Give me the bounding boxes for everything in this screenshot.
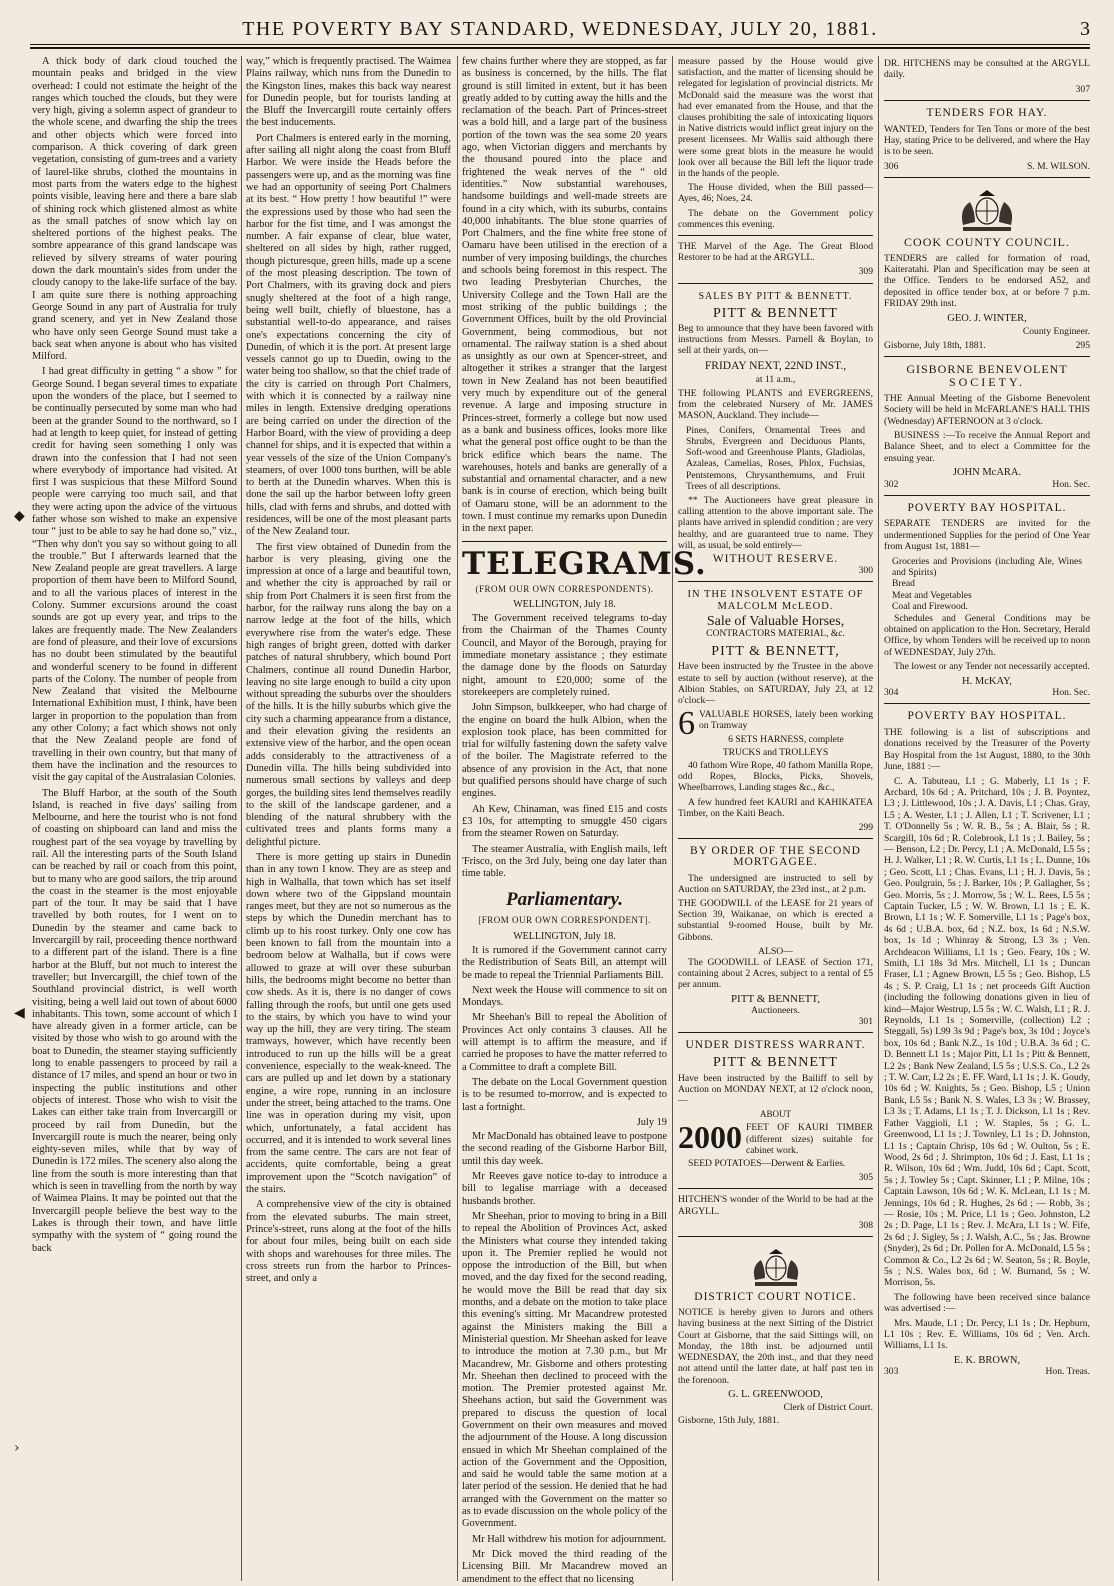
ad-number: 301 <box>858 1016 873 1028</box>
column-1 <box>32 56 237 1581</box>
notice-date: Gisborne, 15th July, 1881. <box>678 1415 780 1427</box>
ad-text: THE following is a list of subscriptions and donations received by the Treasurer of the Poverty Bay Hospital from the 1st August, 1880, to the 30th June, 1881 :— <box>884 726 1090 773</box>
auctioneer-name: PITT & BENNETT, <box>711 644 840 660</box>
ad-text: THE following PLANTS and EVERGREENS, from the celebrated Nursery of Mr. JAMES MASON, Auckland. They include— <box>678 388 873 422</box>
parliamentary-dateline-2: July 19 <box>636 1116 667 1128</box>
ad-text: NOTICE is hereby given to Jurors and others having business at the next Sitting of the District Court at Gisborne, that the said Sittings will, on Monday, the 18th inst. be adjourned until WEDNESDAY, the 20th inst., and that they need not attend until the latter date, at half past ten in the forenoon. <box>678 1307 873 1386</box>
secretary-name: H. McKAY, <box>962 675 1012 687</box>
ad-text: The undersigned are instructed to sell by Auction on SATURDAY, the 23rd inst., at 2 p.m. <box>678 872 873 895</box>
ad-title: POVERTY BAY HOSPITAL. <box>907 710 1067 723</box>
ad-note: ** The Auctioneers have great pleasure in calling attention to the above important sale. The plants have arrived in splendid condition ; are very healthy, and are guaranteed true to name. They will, as usual, be sold entirely— <box>678 494 874 551</box>
subscription-list: C. A. Tabuteau, L1 ; G. Maberly, L1 1s ; F. Arcbard, 10s 6d ; A. Pritchard, 10s ; J. B. Poyntez, L3 ; J. Littlewood, 10s ; J. A. Davis, L1 ; Chas. Gray, L5 ; A. Wester, L1 ; J. Allen, L1 ; T. Scrivener, L1 ; T. O'Donnelly 5s ; W. R. B., 5s ; A. Blair, 5s ; R. Scargill, 10s 6d ; R. Colebrook, L1 1s ; J. Bailey, 5s ; — Benson, L2 ; Dr. Percy, L1 ; A. McDonald, L5 5s ; H. J. Walker, L1 ; R. W. Curtis, L1 1s ; L. Dunne, 10s ; Geo. Scott, L1 ; Chas. Evans, L1 ; H. J. Davis, 5s ; Geo. Poulgrain, 5s ; J. Barker, 10s ; P. Gallagher, 5s ; Geo. Morris, 5s ; J. Morrow, 5s ; W. L. Rees, L5 5s ; Captain Tucker, L5 ; W. W. Brown, L1 1s ; E. K. Brown, L1 1s ; W. F. Somerville, L1 1s ; Page's box, 4s 6d ; U.B.A. box, 6d ; N.Z. box, 1s 6d ; N.S.W. box, 1s 1d ; Whinray & Strong, L3 3s ; Ven. Archdeacon Williams, L1 1s ; Geo. Feary, 10s ; W. Smith, L1 18s 3d Mrs. Mitchell, L1 1s ; Duncan Fraser, L1 ; Agnew Brown, L5 5s ; Geo. Bishop, L5 4s ; S. P. Craig, L1 1s ; net proceeds Gift Auction (including the following donations given in lieu of kind—Major Westrup, L5 5s ; W. C. Walsh, L1 ; R. J. Reynolds, L1 1s ; Somerville, (collection) L2 ; Steggall, 5s) L99 3s 9d ; Page's box, 3s 10d ; Joyce's box, 10s 6d ; Bank N.Z., 1s 10d ; U.B.A. 3s 6d ; C. D. Bennett L1 1s ; Major Pitt, L1 1s ; Pitt & Bennett, L2 2s ; Bank New Zealand, L5 5s ; U.S.S. Co., L2 2s ; T. W. Carr, L2 2s ; E. FF. Ward, L1 1s ; J. K. Goudy, 10s 6d ; W. Knights, 5s ; Geo. Bishop, L5 ; Union Bank, L5 5s ; Bank N. S. Wales, L3 3s ; W. Brassey, L3 3s ; T. Adams, L1 1s ; T. J. Dickson, L1 1s ; Rev. Father Vaggioli, L1 ; W. Staples, 5s ; G. L. Greenwood, L1 1s ; J. Townley, L1 1s ; D. Johnston, L1 1s ; Captain Chrisp, 10s 6d ; W. Oulton, 5s ; E. Wood, 2s 6d ; J. Shrimpton, 10s 6d ; J. East, L1 1s ; R. Wilson, 10s 6d ; Wm. Judd, 10s 6d ; Capt. Scott, 5s ; J. Towley 5s ; Capt. Skinner, L1 ; P. Milne, 10s ; Captain Lawson, 10s 6d ; W. K. McLean, L1 1s ; M. Jennings, 10s 6d ; R. Hughes, 2s 6d ; — Robb, 3s ; — Rosie, 10s ; M. Price, L1 1s ; Geo. Johnston, L2 2s ; D. Page, L1 1s ; Rev. J. McAra, L1 1s ; W. Fife, 2s 6d ; J. Sigley, 5s ; J. Walsh, A.C., 5s ; Jas. Browne (Snyder), 2s 6d ; Dr. Pollen for A. McDonald, L5 5s ; Common & Co., L2 2s 6d ; W. Seaton, 5s ; R. Boyle, 5s ; N.S. Wales box, 6d ; W. Burnand, 5s ; W. Morrison, 5s. <box>884 775 1090 1289</box>
telegrams-heading: TELEGRAMS. <box>462 545 707 582</box>
ad-number: 307 <box>1075 83 1090 95</box>
auctioneer-name: PITT & BENNETT, <box>730 992 821 1005</box>
ad-header: SALES BY PITT & BENNETT. <box>698 290 853 302</box>
section-rule <box>462 541 667 542</box>
ad-number: 299 <box>858 821 873 833</box>
parliamentary-item: Mr Sheehan's Bill to repeal the Abolition of Provinces Act only contains 3 clauses. All he will attempt is to affirm the measure, and if carried he proposes to have the matter referred to a Committee to draft a complete Bill. <box>462 1012 667 1073</box>
parliamentary-item: Mr MacDonald has obtained leave to postpone the second reading of the Gisborne Harbor Bill, until this day week. <box>462 1131 667 1167</box>
ad-title: UNDER DISTRESS WARRANT. <box>685 1039 866 1052</box>
horse-count: 6 <box>678 705 695 743</box>
supply-item: Coal and Firewood. <box>892 601 968 613</box>
ad-title: DISTRICT COURT NOTICE. <box>694 1291 857 1304</box>
column-divider <box>672 56 673 1581</box>
ad-mortgagee <box>678 838 873 1027</box>
without-reserve: WITHOUT RESERVE. <box>712 552 839 565</box>
column-4 <box>678 56 873 1581</box>
harness-line: 6 SETS HARNESS, complete <box>728 733 844 745</box>
ad-number: 309 <box>858 266 873 278</box>
article-paragraph: way,” which is frequently practised. The Waimea Plains railway, which runs from the Dunedin to the Kingston lines, makes this back way nearest for Dunedin people, but for tourists landing at the Bluff the Invercargill route certainly offers the best inducements. <box>246 56 451 129</box>
column-divider <box>457 56 458 1581</box>
column-divider <box>241 56 242 1581</box>
potatoes-line: SEED POTATOES—Derwent & Earlies. <box>688 1158 846 1170</box>
ad-text: Have been instructed by the Trustee in the above estate to sell by auction (without reserve), at the Albion Stables, on SATURDAY, July 23, at 12 o'clock— <box>678 661 873 706</box>
auctioneer-name: PITT & BENNETT <box>713 305 838 321</box>
ad-text: The following have been received since balance was advertised :— <box>884 1291 1090 1315</box>
engineer-name: GEO. J. WINTER, <box>947 312 1027 324</box>
masthead-rule-thick <box>30 47 1090 49</box>
treasurer-name: E. K. BROWN, <box>953 1354 1021 1366</box>
margin-mark: › <box>14 1440 20 1456</box>
ad-number: 304 <box>884 687 899 699</box>
parliamentary-item: Mr Dick moved the third reading of the Licensing Bill. Mr Macandrew moved an amendment to the effect that no licensing <box>462 1548 667 1585</box>
ad-text: SEPARATE TENDERS are invited for the undermentioned Supplies for the period of One Year from August 1st, 1881— <box>884 518 1090 553</box>
parliamentary-heading: Parliamentary. <box>506 889 623 911</box>
column-3 <box>462 56 707 1585</box>
ad-number: 306 <box>884 160 899 172</box>
ad-title: TENDERS FOR HAY. <box>926 107 1048 120</box>
telegram-item: John Simpson, bulkkeeper, who had charge of the engine on board the hulk Albion, when the explosion took place, has been committed for trial for wilfully fastening down the safety valve of the boiler. The Magistrate referred to the absence of any provision in the Act, that none but qualified persons should have charge of such engines. <box>462 702 667 800</box>
ad-district-court <box>678 1236 873 1426</box>
ad-business: BUSINESS :—To receive the Annual Report and Balance Sheet, and to elect a Committee for the ensuing year. <box>884 429 1090 464</box>
ad-title: POVERTY BAY HOSPITAL. <box>907 501 1067 514</box>
column-divider <box>878 56 879 1581</box>
ad-benevolent-society <box>884 356 1090 490</box>
ad-text: Schedules and General Conditions may be obtained on application to the Hon. Secretary, Herald Office, by whom Tenders will be received up to noon of WEDNESDAY, July 27th. <box>884 612 1090 658</box>
about-label: ABOUT <box>760 1109 791 1120</box>
treasurer-role: Hon. Treas. <box>1045 1366 1090 1378</box>
ad-tenders-hay <box>884 100 1090 172</box>
article-paragraph: The debate on the Government policy commences this evening. <box>678 207 873 230</box>
ad-sale-title: Sale of Valuable Horses, <box>706 613 845 629</box>
ad-number: 303 <box>884 1366 899 1378</box>
ad-title-2: SOCIETY. <box>948 375 1026 390</box>
article-paragraph: The first view obtained of Dunedin from the harbor is very pleasing, giving one the impression at once of a large and beautiful town, and whether the city is approached by rail or ship from Port Chalmers it is seen first from the harbor, for the railway runs along the bay on a narrow ledge at the foot of the hills, which everywhere rise from the water's edge. These high ranges of bright green, dotted with darker patches of natural shrubbery, which bound Port Chalmers, continue all round Dunedin Harbor, leaving no site large enough to build a city upon without spreading the suburbs over the shoulders of the hills. It is the hilly suburbs which give the city such a charming appearance from a distance, and their elevation giving the residents an extensive view of the harbor, and the open ocean adds considerably to the attractiveness of a Dunedin villa. The hills being subdivided into numerous small sections by valleys and deep gorges, the building sites lend themselves readily to the skill of the landscape gardener, and a blending of the natural shrubbery with the cultivated trees and plants forms many a delightful picture. <box>246 541 451 848</box>
ad-text: Beg to announce that they have been favored with instructions from Messrs. Parnell & Boylan, to sell at their yards, on— <box>678 323 873 357</box>
article-paragraph: The House divided, when the Bill passed—Ayes, 46; Noes, 24. <box>678 182 873 205</box>
ad-title: GISBORNE BENEVOLENT <box>906 361 1068 376</box>
margin-mark: ◀ <box>14 1005 25 1021</box>
telegram-item: The steamer Australia, with English mails, left 'Frisco, on the 3rd July, being one day later than time table. <box>462 843 667 880</box>
secretary-role: Hon. Sec. <box>1052 687 1090 699</box>
telegrams-source: (FROM OUR OWN CORRESPONDENTS). <box>475 583 654 594</box>
ad-distress-warrant <box>678 1032 873 1183</box>
supply-item: Groceries and Provisions (including Ale, Wines and Spirits) <box>892 555 1082 578</box>
ad-hitchen <box>678 1188 873 1231</box>
column-5 <box>884 56 1090 1581</box>
column-2 <box>246 56 451 1581</box>
page-number: 3 <box>1080 18 1090 40</box>
ad-text: THE Marvel of the Age. The Great Blood Restorer to be had at the ARGYLL. <box>678 241 873 264</box>
ad-text: HITCHEN'S wonder of the World to be had at the ARGYLL. <box>678 1194 873 1217</box>
masthead-rule <box>30 44 1090 45</box>
article-paragraph: The Bluff Harbor, at the south of the South Island, is reached in five days' sailing from Melbourne, and here the tourist who is not fond of coasting on shipboard can land and miss the roughest part of the sea voyage by travelling by rail. All the interesting parts of the South Island can be reached by rail or coach from this point, but to many who are good sailors, the trip around the coast in the steamer is the most enjoyable part of the tour. It may be said that I have travelled by both routes, for I went on to Dunedin by the steamer and came back to Invercargill by rail, proceeding thence northward to a different part of the island. There is a fine harbor at the Bluff, but not much to interest the traveller; but Invercargill, the chief town of the Southland provincial district, is well worth visiting, being a well laid out town of about 6000 inhabitants. This town, some account of which I have already given in a former article, can be visited by those who wish to go around with the boat to Dunedin, the steamer staying sufficiently long to enable passengers to proceed by rail a distance of 17 miles, and spend an hour or two in inspecting the public institutions and other objects of interest. Those who wish to visit the Lakes can either take train from Invercargill or proceed by rail from Dunedin, but the Invercargill route is much the nearer, being only eighty-seven miles, while that by way of Dunedin is 172 miles. The scenery also along the line from the south is more interesting than that which is seen in travelling from the north by way of Waimea Plains. It may be pointed out that the Invercargill people believe the best way to the Lakes is through their town, and have little sympathy with the system of “ going round the back <box>32 787 237 1254</box>
subscription-list-2: Mrs. Maude, L1 ; Dr. Percy, L1 1s ; Dr. Hepburn, L1 10s ; Rev. E. Williams, 10s 6d ; Ven. Arch. Williams, L1 1s. <box>884 1317 1090 1352</box>
ad-title: IN THE INSOLVENT ESTATE OF MALCOLM McLEOD. <box>687 589 864 612</box>
masthead-title: THE POVERTY BAY STANDARD, WEDNESDAY, JULY 20, 1881. <box>242 18 878 40</box>
horses-line: VALUABLE HORSES, lately been working on Tramway <box>699 709 873 732</box>
margin-mark: ◆ <box>14 508 25 524</box>
telegrams-dateline: WELLINGTON, July 18. <box>513 598 616 610</box>
trucks-line: TRUCKS and TROLLEYS <box>722 746 829 758</box>
ad-number: 308 <box>858 1219 873 1231</box>
auctioneer-name: PITT & BENNETT <box>713 1055 838 1071</box>
parliamentary-item: It is rumored if the Government cannot carry the Redistribution of Seats Bill, an attempt will be made to repeal the Triennial Parliaments Bill. <box>462 945 667 981</box>
ad-sale-sub: CONTRACTORS MATERIAL, &c. <box>706 628 845 639</box>
parliamentary-dateline: WELLINGTON, July 18. <box>513 930 616 942</box>
ad-insolvent-estate <box>678 581 873 833</box>
ad-text: DR. HITCHENS may be consulted at the ARGYLL daily. <box>884 58 1090 81</box>
telegram-item: Ah Kew, Chinaman, was fined £15 and costs £3 10s, for attempting to smuggle 450 cigars from the steamer Rowen on Saturday. <box>462 803 667 840</box>
secretary-role: Hon. Sec. <box>1052 478 1090 490</box>
ad-text: THE Annual Meeting of the Gisborne Benevolent Society will be held in McFARLANE'S HALL THIS (Wednesday) AFTERNOON at 3 o'clock. <box>884 392 1090 427</box>
parliamentary-item: The debate on the Local Government question is to be resumed to-morrow, and is expected to last a fortnight. <box>462 1076 667 1113</box>
timber-quantity: 2000 <box>678 1119 742 1156</box>
ad-hospital-subscriptions <box>884 703 1090 1377</box>
parliamentary-item: Mr Sheehan, prior to moving to bring in a Bill to repeal the Abolition of Provinces Act, asked the Ministers what course they intended taking upon it. The Premier replied he would not oppose the introduction of the Bill, but when moved, and the day fixed for the second reading, he would move the Bill be read that day six months, and a debate on the motion to take place this evening's sitting. Mr Macandrew protested against the Ministers making the Bill a Ministerial question. Mr Sheehan asked for leave to introduce the motion at 7.30 p.m., but Mr Macandrew, Mr. Gisborne and others protesting Mr. Sheehan then declined to proceed with the motion. The Premier protested against Mr. Sheehans action, but said the Government was prepared to discuss the question of local Government on their own measures and moved the adjournment of the House. A long discussion ensued in which Mr Sheehan complained of the action of the Government and the Opposition, and said he would table the same motion at a later period of the session. He denied that he had arranged with the Government on the matter so as to evade discussion on the whole policy of the Government. <box>462 1210 667 1530</box>
clerk-name: G. L. GREENWOOD, <box>728 1388 823 1400</box>
supply-item: Bread <box>892 578 915 590</box>
parliamentary-item: Mr Hall withdrew his motion for adjournment. <box>472 1533 667 1545</box>
ad-cook-county <box>884 177 1090 351</box>
article-paragraph: measure passed by the House would give satisfaction, and the matter of licensing should be relegated for legislation of provincial districts. Mr McDonald said the measure was the worst that had ever emanated from the House, and that the clauses prohibiting the sale of intoxicating liquors in Native districts would inflict great injury on the present licensees. Mr Wallis said although there were some great blots in the measure he would look over all because the Bill left the liquor trade in the hands of the people. <box>678 56 873 180</box>
lease-2: The GOODWILL of LEASE of Section 171, containing about 2 Acres, subject to a rental of £5 per annum. <box>678 957 873 991</box>
article-paragraph: Port Chalmers is entered early in the morning, after sailing all night along the coast from Bluff Harbor. We were inside the Heads before the passengers were up, and as the morning was fine we had an opportunity of seeing Port Chalmers at its best. “ How pretty ! how beautiful !” were the expressions used by those who had seen the harbor for the fist time, and I was amongst the number. A fair expanse of clear, blue water, sheltered on all sides by high, rather rugged, though picturesque, green hills, made up a scene of the most pleasing description. The town of Port Chalmers, with its graving dock and piers snugly sheltered at the foot of a high range, being well built, chiefly of bluestone, has a substantial well-to-do appearance, and raises one's expectations concerning the city of Dunedin, of which it is the port. At present large vessels cannot go up to Duedin, owing to the water being too shallow, so that the chief trade of the city is carried on through Port Chalmers, with which it is connected by a railway nine miles in length. Extensive dredging operations are being carried on under the direction of the Harbor Board, with the view of providing a deep channel for ships, and it is expected that within a year vessels of the size of the Union Company's steamers, of over 1000 tons burthen, will be able to berth at the Dunedin wharves. When this is done the sail up the harbor between lofty green hills, clad with ferns and shrubs, and dotted with residences, will be one of the most pleasant parts of the New Zealand tour. <box>246 132 451 538</box>
rope-line: 40 fathom Wire Rope, 40 fathom Manilla Rope, odd Ropes, Blocks, Picks, Shovels, Wheelbarrows, Landing stages &c., &c., <box>678 759 873 794</box>
ad-marvel <box>678 235 873 278</box>
parliamentary-item: Mr Reeves gave notice to-day to introduce a bill to legalise marriage with a deceased husbands brother. <box>462 1171 667 1207</box>
lease-1: THE GOODWILL of the LEASE for 21 years of Section 39, Waikanae, on which is erected a substantial 9-roomed House, built by Mr. Gibbons. <box>678 898 873 943</box>
royal-crest-icon <box>954 187 1020 233</box>
royal-crest-icon <box>747 1246 805 1288</box>
ad-title: COOK COUNTY COUNCIL. <box>904 235 1070 250</box>
sale-time: at 11 a.m., <box>755 373 796 385</box>
article-paragraph: A thick body of dark cloud touched the mountain peaks and bridged in the view overhead: I could not estimate the height of the ranges which touched the clouds, but they were very high, giving a solemn aspect of grandeur to the whole scene, and dwarfing the ship the trees and other objects which were forced into comparison. A thick covering of dark green vegetation, consisting of gum-trees and a variety of laurel-like shrubs, clothed the mountains in most parts from the waters edge to the highest points visible, leaving here and there a bare slab of shining rock which glistened almost as white as the small patches of snow which lay on sheltered portions of the highest peaks. The sombre appearance of this grand landscape was relieved by silvery streams of water pouring down the dark mountain's sides from under the cloudy canopy to the lake-life surface of the bay. I am quite sure there is nothing approaching George Sound in any part of Australia for truly grand scenery, and yet in New Zealand those who have only seen George Sound must take a back seat when anyone is about who has visited Milford. <box>32 56 237 363</box>
engineer-role: County Engineer. <box>1022 326 1090 338</box>
masthead <box>30 18 1090 42</box>
secretary-name: JOHN McARA. <box>952 467 1022 479</box>
article-paragraph: There is more getting up stairs in Dunedin than in any town I know. They are as steep and high in Walhalla, that town which has set itself down where two of the Gippsland mountain ranges meet, but they are not so numerous as the steps by which the Dunedin merchant has to climb up to his roost turkey. Only one cow has been known to fall from the mountain into a bedroom below at Walhalla, but if cows were allowed to graze at will over these suburban hills, the bedrooms might become no better than cow sheds. As it is, there is no danger of cows falling through the roofs, but until one gets used to the stairs, by which you have to wind your way up the hill, they are very tiring. The steam tramways, however, which have recently been introduced to run up the hills will be a great convenience, especially to the weak-kneed. The cars are pulled up and let down by a stationary engine, a wire rope, running in an inclosure under the street, being attached to the trams. One line was in operation during my visit, upon which, unfortunately, a fatal accident has occurred, and it is intended to work several lines from the same centre. The cars are not fear of accidents, quite comfortable, being a great improvement upon the “Scotch navigation” of the stairs. <box>246 852 451 1196</box>
ad-title: BY ORDER OF THE SECOND MORTGAGEE. <box>690 845 861 869</box>
clerk-role: Clerk of District Court. <box>783 1401 873 1413</box>
ad-signatory: S. M. WILSON. <box>1027 160 1090 172</box>
telegram-item: The Government received telegrams to-day from the Chairman of the Thames County Council, and Mayor of the Borough, praying for immediate monetary assistance ; they estimate the damage done by the floods on Saturday night, amount to £20,000; some of the storekeepers are completely ruined. <box>462 613 667 698</box>
auctioneer-role: Auctioneers. <box>751 1004 800 1016</box>
article-paragraph: few chains further where they are stopped, as far as business is concerned, by the hills. The flat ground is still limited in extent, but it has been greatly added to by cutting away the hills and the reclamation of the beach. Part of Princes-street was a bold hill, and a large part of the business portion of the town was the sea some 20 years ago, when Victorian diggers and merchants by the thousand poured into the place and frightened the weak nerves of the “ old identities.” Now substantial warehouses, handsome buildings and well-made streets are found in a city which, with its suburbs, contains 40,000 inhabitants. The blue stone quarries of Port Chalmers, and the fine white free stone of Oamaru have been utilised in the erection of a number of very imposing buildings, the churches and schools being foremost in this respect. The two leading Presbyterian Churches, the University College and the Town Hall are the most striking of the public buildings ; the Government Offices, built by the old Provincial Government, being commodious, but not ornamental. The railway station is a shed about as unsightly as our own at Spencer-street, and altogether it strikes a stranger that the largest town in New Zealand has not been beautified very much by expenditure out of the general revenue. A large and imposing structure in Princes-street, formerly a college but now used as a bank and business offices, looks more like what the general post office ought to be than the brick edifice which bears the name. The warehouses, hotels and banks are generally of a substantial and ornamental character, and a new bank is in course of erection, which being built of Oamaru stone, will be an adornment to the town. I must continue my remarks upon Dunedin in the next paper. <box>462 56 667 535</box>
ad-text: The lowest or any Tender not necessarily accepted. <box>894 661 1090 673</box>
supply-item: Meat and Vegetables <box>892 589 972 601</box>
ad-pitt-bennett-plants <box>678 283 873 577</box>
ad-dr-hitchens <box>884 58 1090 95</box>
timber-line: FEET OF KAURI TIMBER (different sizes) suitable for cabinet work. <box>746 1122 873 1156</box>
ad-number: 302 <box>884 478 899 490</box>
ad-hospital-tenders <box>884 495 1090 699</box>
article-paragraph: I had great difficulty in getting “ a show ” for George Sound. I began several times to expatiate upon the wonders of the place, but I seemed to be continually persecuted by some man who had been at the grander Sound to the northward, so I had at length to keep quiet, for instead of getting credit for having seen something I only was drawn into the confession that I had not seen where everybody of importance had visited. At first I was suspicious that these Milford Sound people were carrying too much sail, and that they were acting upon the advice of the virtuous father whose son wished to make an expensive tour “ just to be able to say he had done so,” viz., “Then why don't you say so without going to all the trouble.” But I afterwards learned that the New Zealand people are great travellers. A large proportion of them have been to Milford Sound, and to all the various places of interest in the Colony. Summer excursions around the coast sounds are got up every year, and trips to the lakes are frequently made. The New Zealanders are fond of pleasure, and their love of excursions has no doubt been stimulated by the beautiful and wonderful scenery to be found in different parts of the Colony. The number of people from New Zealand that visited the Melbourne International Exhibition must, I think, have been larger in proportion to the population than from any other Colony; a fact which shows not only that the New Zealand people are fond of travelling in their own country, but that many of them have the inclination and the resources to visit the gay capital of the Australasian Colonies. <box>32 366 237 784</box>
ad-text: TENDERS are called for formation of road, Kaiteratahi. Plan and Specification may be seen at the Office. Tenders to be endorsed A52, and deposited in office tender box, at or before 7 p.m. FRIDAY 29th inst. <box>884 252 1090 310</box>
sale-date: FRIDAY NEXT, 22ND INST., <box>704 359 847 372</box>
ad-text: WANTED, Tenders for Ten Tons or more of the best Hay, stating Price to be delivered, and where the Hay is to be seen. <box>884 123 1090 158</box>
parliamentary-source: [FROM OUR OWN CORRESPONDENT]. <box>478 915 651 926</box>
ad-text: Have been instructed by the Bailiff to sell by Auction on MONDAY NEXT, at 12 o'clock noon,— <box>678 1072 873 1107</box>
notice-date: Gisborne, July 18th, 1881. <box>884 339 986 351</box>
ad-number: 305 <box>858 1172 873 1184</box>
ad-number: 300 <box>858 565 873 577</box>
article-paragraph: A comprehensive view of the city is obtained from the elevated suburbs. The main street, Prince's-street, runs along at the foot of the hills for about four miles, being built on each side with shops and warehouses for three miles. The cross streets run from the harbor to Princes-street, and only a <box>246 1199 451 1285</box>
also-label: ALSO— <box>758 945 793 957</box>
parliamentary-item: Next week the House will commence to sit on Mondays. <box>462 984 667 1009</box>
ad-number: 295 <box>1075 339 1090 351</box>
timber-line: A few hundred feet KAURI and KAHIKATEA Timber, on the Kaiti Beach. <box>678 796 873 819</box>
plant-list: Pines, Conifers, Ornamental Trees and Shrubs, Evergreen and Deciduous Plants, Soft-wood and Greenhouse Plants, Gladiolas, Azaleas, Camelias, Roses, Phlox, Fuchsias, Pentstemons, Chrysanthemums, and Fruit Trees of all descriptions. <box>686 424 865 492</box>
